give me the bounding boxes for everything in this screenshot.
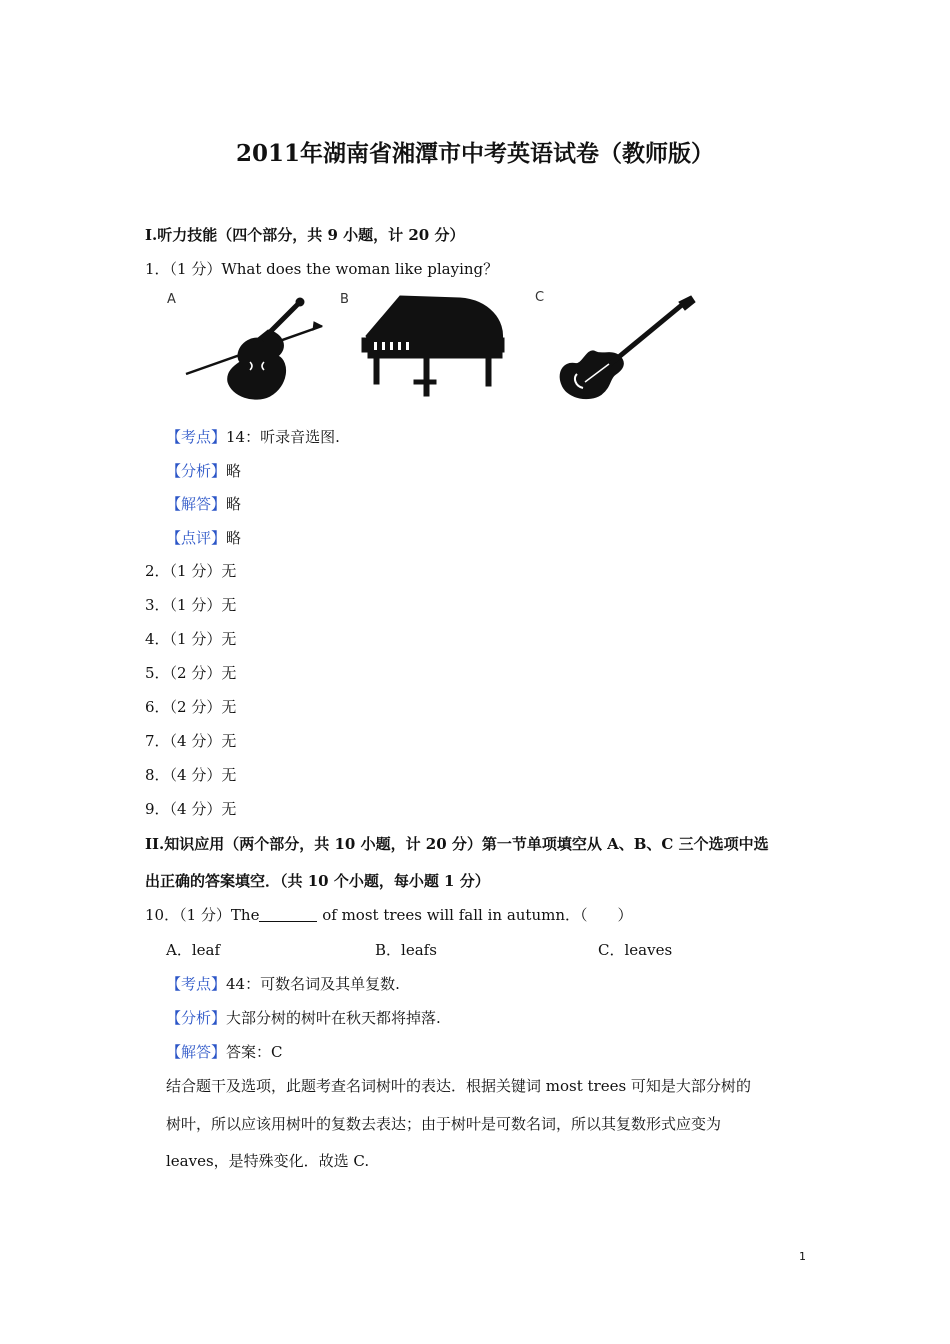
- q1-stem: 1．（1 分）What does the woman like playing？: [145, 260, 499, 278]
- violin-icon: [180, 296, 330, 404]
- q1-option-a-label: A: [167, 292, 176, 307]
- q1-option-c-label: C: [535, 290, 545, 305]
- tag-label: 【点评】: [166, 529, 227, 547]
- q1-tag-kaodian: [166, 426, 340, 447]
- q10-option-a: A．leaf: [166, 941, 221, 959]
- tag-text: 14：听录音选图.: [226, 428, 340, 446]
- tag-text: 略: [226, 495, 242, 513]
- question-item: 9．（4 分）无: [145, 800, 237, 818]
- q10-tag-kaodian: [166, 973, 400, 994]
- question-item: 5．（2 分）无: [145, 664, 237, 682]
- q10-option-c: C．leaves: [598, 941, 673, 959]
- question-item: 3．（1 分）无: [145, 596, 237, 614]
- section1-header: I.听力技能（四个部分，共 9 小题，计 20 分）: [145, 226, 465, 244]
- question-item: 6．（2 分）无: [145, 698, 237, 716]
- tag-text: 略: [226, 462, 242, 480]
- q10-tag-fenxi: [166, 1007, 441, 1028]
- q1-tag-jieda: [166, 493, 241, 514]
- section2-header-line1: II.知识应用（两个部分，共 10 小题，计 20 分）第一节单项填空从 A、B、C 三个选项中选: [145, 835, 769, 853]
- q10-option-b: B．leafs: [375, 941, 437, 959]
- tag-text: 答案：C: [226, 1043, 283, 1061]
- answer-blank: [259, 907, 317, 922]
- electric-guitar-icon: [555, 294, 700, 406]
- question-item: 2．（1 分）无: [145, 562, 237, 580]
- page-title: 2011年湖南省湘潭市中考英语试卷（教师版）: [235, 140, 714, 167]
- q10-stem-after: of most trees will fall in autumn．（ ）: [317, 906, 633, 924]
- q1-option-b-label: B: [340, 292, 349, 307]
- question-item: 8．（4 分）无: [145, 766, 237, 784]
- explanation-line: leaves，是特殊变化．故选 C.: [166, 1152, 370, 1170]
- tag-label: 【考点】: [166, 975, 227, 993]
- page-number: 1: [799, 1250, 806, 1263]
- q10-stem-before: 10．（1 分）The: [145, 906, 260, 924]
- tag-label: 【考点】: [166, 428, 227, 446]
- explanation-line: 树叶，所以应该用树叶的复数去表达；由于树叶是可数名词，所以其复数形式应变为: [166, 1115, 722, 1133]
- tag-text: 略: [226, 529, 242, 547]
- tag-label: 【解答】: [166, 495, 227, 513]
- q1-tag-dianping: [166, 527, 241, 548]
- section2-header-line2: 出正确的答案填空．（共 10 个小题，每小题 1 分）: [145, 872, 490, 890]
- tag-label: 【分析】: [166, 1009, 227, 1027]
- tag-label: 【分析】: [166, 462, 227, 480]
- question-item: 7．（4 分）无: [145, 732, 237, 750]
- tag-label: 【解答】: [166, 1043, 227, 1061]
- q10-tag-jieda: [166, 1041, 283, 1062]
- tag-text: 44：可数名词及其单复数.: [226, 975, 400, 993]
- q1-tag-fenxi: [166, 460, 241, 481]
- tag-text: 大部分树的树叶在秋天都将掉落.: [226, 1009, 441, 1027]
- question-item: 4．（1 分）无: [145, 630, 237, 648]
- piano-icon: [360, 294, 510, 402]
- explanation-line: 结合题干及选项，此题考查名词树叶的表达．根据关键词 most trees 可知是大部分树的: [166, 1077, 751, 1095]
- q10-stem: [145, 904, 633, 925]
